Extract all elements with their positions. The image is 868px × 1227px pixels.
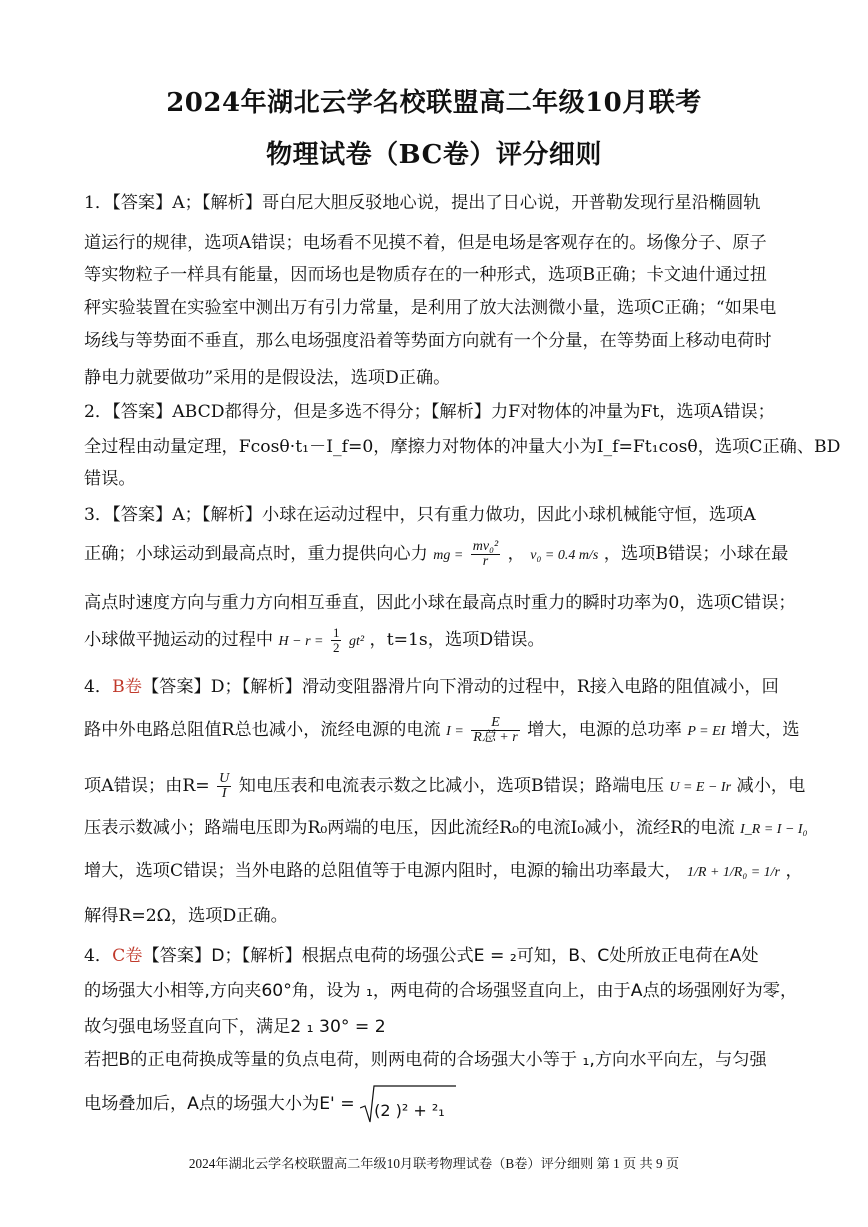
q4c-line-3: 故匀强电场竖直向下，满足2 ₁ 30° = 2 [84, 1017, 386, 1037]
current-formula-lhs: I = [446, 724, 464, 739]
q4b-text-3c: 减小，电 [736, 776, 806, 796]
q1-line-3: 等实物粒子一样具有能量，因而场也是物质存在的一种形式，选项B正确；卡文迪什通过扭 [84, 265, 767, 285]
q1-line-6: 静电力就要做功”采用的是假设法，选项D正确。 [84, 368, 451, 388]
power-formula: P = EI [687, 724, 726, 739]
fraction-numerator: 1 [332, 625, 340, 640]
q3-line-4 [84, 626, 545, 655]
q2-line-3: 错误。 [84, 469, 136, 489]
centripetal-fraction [471, 540, 500, 569]
q3-text-4b: ，t=1s，选项D错误。 [369, 630, 545, 650]
fall-formula-rhs: gt² [348, 634, 365, 649]
q4b-text-2c: 增大，选 [730, 720, 800, 740]
q4b-line-2 [84, 716, 800, 745]
v0-value: v₀ = 0.4 m/s [530, 548, 599, 563]
radical-sign-icon [360, 1084, 460, 1124]
q3-line-3: 高点时速度方向与重力方向相互垂直，因此小球在最高点时重力的瞬时功率为0，选项C错误； [84, 593, 796, 613]
q4b-text-2a: 路中外电路总阻值R总也减小，流经电源的电流 [84, 720, 441, 740]
q4c-line-1 [84, 945, 759, 967]
q4b-line-3 [84, 772, 805, 801]
q2-line-2: 全过程由动量定理，Fcosθ·t₁－I_f=0，摩擦力对物体的冲量大小为I_f=Ft₁cosθ，选项C正确、BD [84, 437, 841, 457]
branch-current-formula: I_R = I − I₀ [740, 822, 808, 837]
current-fraction [471, 716, 519, 745]
q4b-line-6: 解得R=2Ω，选项D正确。 [84, 906, 288, 926]
q1-line-5: 场线与等势面不垂直，那么电场强度沿着等势面方向就有一个分量，在等势面上移动电荷时 [84, 331, 772, 351]
q4b-text-5a: 增大，选项C错误；当外电路的总阻值等于电源内阻时，电源的输出功率最大， [84, 861, 682, 881]
q4b-line-5 [84, 860, 803, 884]
fall-formula-lhs: H − r = [278, 634, 324, 649]
q4b-text-1: 【答案】D；【解析】滑动变阻器滑片向下滑动的过程中，R接入电路的阻值减小，回 [141, 677, 779, 697]
fraction-denominator: 2 [332, 640, 340, 655]
terminal-voltage-formula: U = E − Ir [669, 780, 732, 795]
paper-version-tag: C卷 [112, 946, 143, 966]
q4c-line-5 [84, 1084, 445, 1124]
resistance-fraction [217, 772, 231, 801]
q3-text-2a: 正确；小球运动到最高点时，重力提供向心力 [84, 544, 428, 564]
parallel-resistance-equation: 1/R + 1/R₀ = 1/r [687, 865, 780, 880]
fraction-numerator: U [219, 771, 230, 786]
radicand: (2 )² + ²₁ [374, 1101, 445, 1120]
q4c-line-4: 若把B的正电荷换成等量的负点电荷，则两电荷的合场强大小等于 ₁,方向水平向左，与匀强 [84, 1050, 767, 1070]
q4c-text-5a: 电场叠加后，A点的场强大小为E' = [84, 1094, 355, 1114]
fraction-denominator: R总 + r [473, 730, 518, 745]
square-root [360, 1084, 445, 1124]
question-number: 4． [84, 677, 113, 697]
q4b-text-2b: 增大，电源的总功率 [527, 720, 682, 740]
q3-line-2 [84, 540, 788, 569]
q4b-text-3a: 项A错误；由R= [84, 776, 210, 796]
q1-line-4: 秤实验装置在实验室中测出万有引力常量，是利用了放大法测微小量，选项C正确；“如果电 [84, 298, 777, 318]
paper-version-tag: B卷 [112, 677, 142, 697]
q4b-text-3b: 知电压表和电流表示数之比减小，选项B错误；路端电压 [238, 776, 664, 796]
separator: ， [507, 544, 525, 564]
fall-fraction [331, 626, 342, 655]
fraction-numerator: E [471, 716, 519, 731]
page-title: 2024年湖北云学名校联盟高二年级10月联考 [166, 88, 702, 118]
q3-text-2b: ，选项B错误；小球在最 [603, 544, 789, 564]
q1-line-2: 道运行的规律，选项A错误；电场看不见摸不着，但是电场是客观存在的。场像分子、原子 [84, 233, 767, 253]
q4b-line-1 [84, 676, 779, 698]
fraction-numerator: mv₀² [472, 539, 499, 554]
question-number: 4． [84, 946, 113, 966]
fraction-denominator: r [482, 554, 489, 569]
page-footer: 2024年湖北云学名校联盟高二年级10月联考物理试卷（B卷）评分细则 第 1 页 共 9 页 [188, 1156, 680, 1171]
q3-text-4a: 小球做平抛运动的过程中 [84, 630, 274, 650]
q4c-line-2: 的场强大小相等,方向夹60°角，设为 ₁，两电荷的合场强竖直向上，由于A点的场强刚好为零， [84, 981, 798, 1001]
q4c-text-1: 【答案】D；【解析】根据点电荷的场强公式E = ₂可知，B、C处所放正电荷在A处 [142, 946, 759, 966]
centripetal-formula-lhs: mg = [433, 548, 464, 563]
q2-line-1: 2．【答案】ABCD都得分，但是多选不得分；【解析】力F对物体的冲量为Ft，选项A错误； [84, 402, 775, 422]
page-subtitle: 物理试卷（BC卷）评分细则 [266, 140, 602, 170]
q3-line-1: 3．【答案】A；【解析】小球在运动过程中，只有重力做功，因此小球机械能守恒，选项A [84, 505, 756, 525]
q1-line-1: 1．【答案】A；【解析】哥白尼大胆反驳地心说，提出了日心说，开普勒发现行星沿椭圆轨 [84, 193, 761, 213]
q4b-text-4: 压表示数减小；路端电压即为R₀两端的电压，因此流经R₀的电流I₀减小，流经R的电流 [84, 818, 735, 838]
q4b-line-4 [84, 817, 807, 841]
fraction-denominator: I [221, 786, 227, 801]
q4b-text-5b: ， [785, 861, 803, 881]
